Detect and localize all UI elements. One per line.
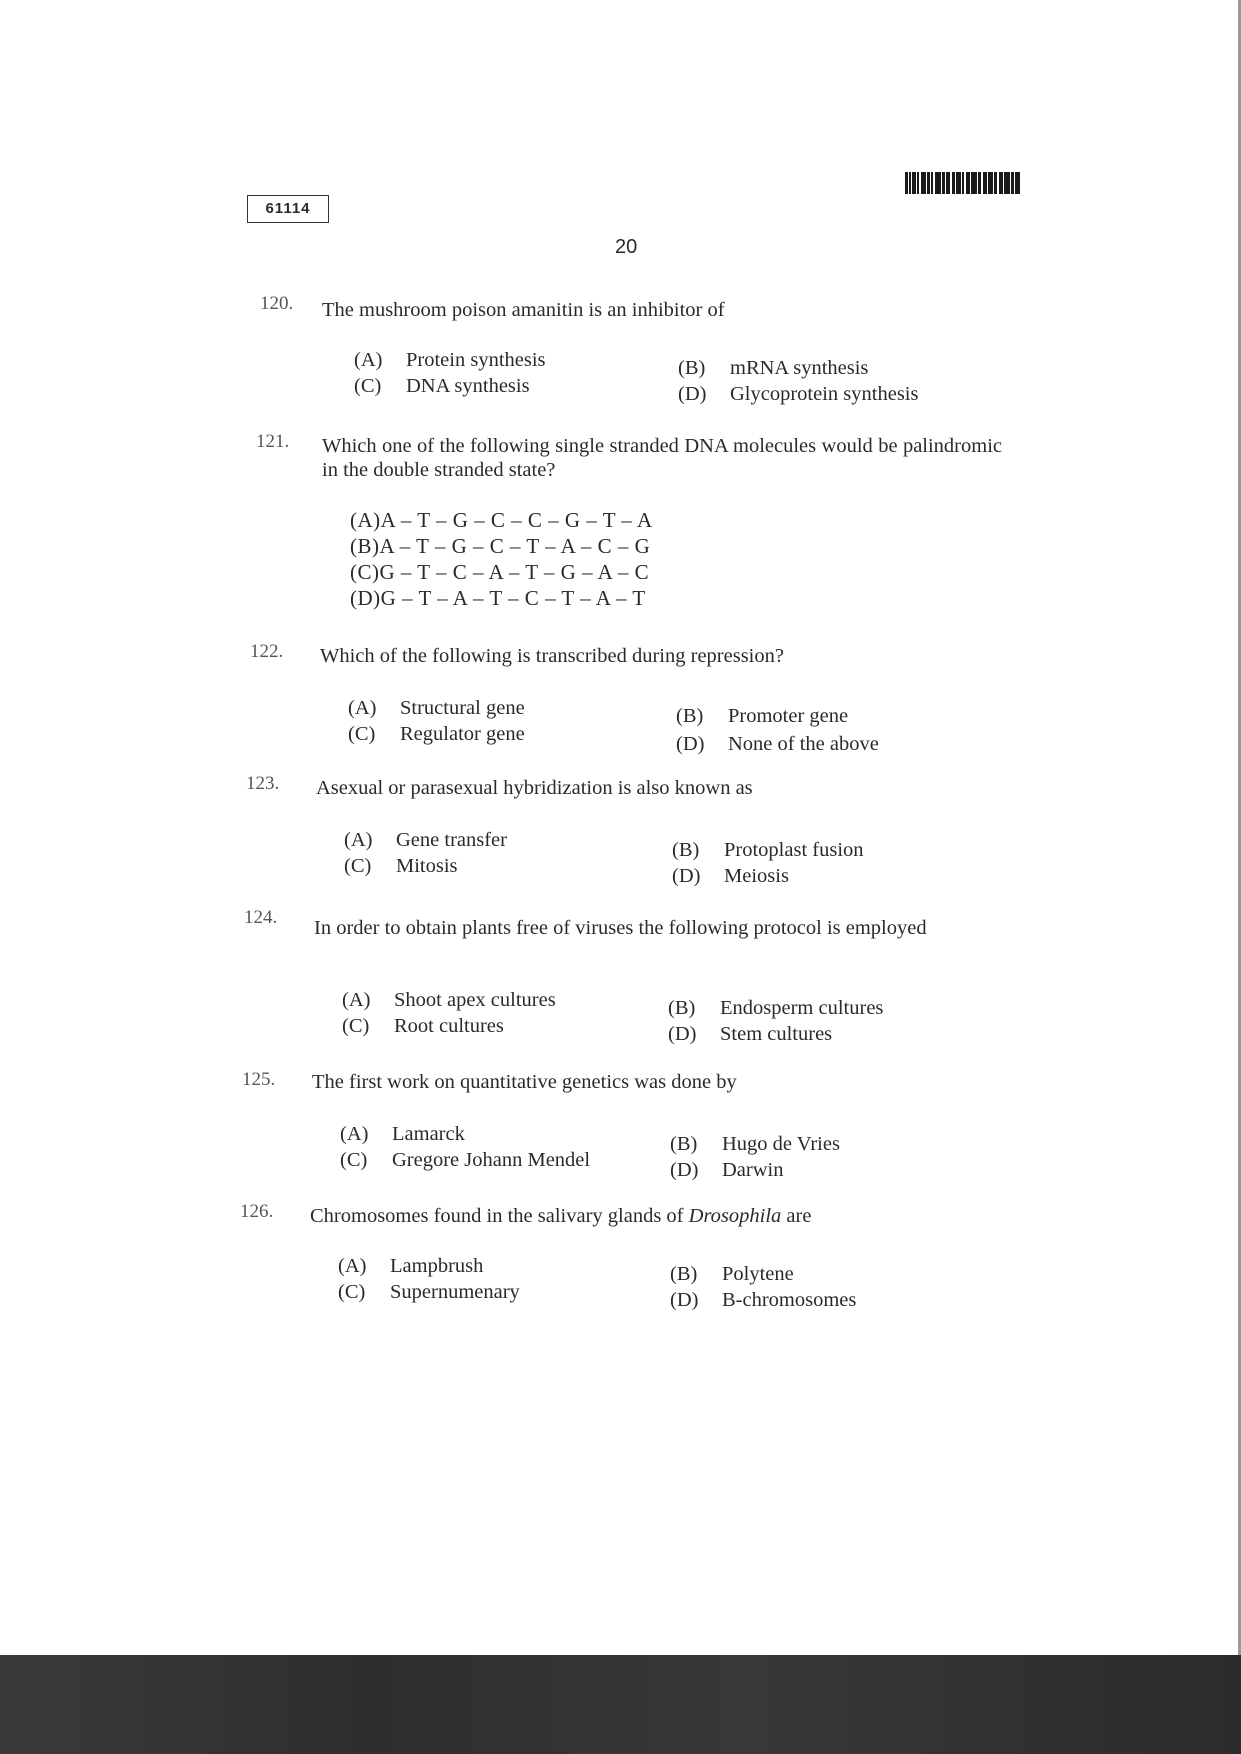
option-c: (C) Root cultures xyxy=(342,1015,504,1037)
question-number: 122. xyxy=(250,641,284,662)
page-number: 20 xyxy=(615,236,638,258)
option-b: (B) Hugo de Vries xyxy=(670,1133,840,1155)
option-a: (A) Gene transfer xyxy=(344,829,507,851)
question-text: Which of the following is transcribed during repression? xyxy=(320,645,784,667)
question-text: The first work on quantitative genetics was done by xyxy=(312,1071,737,1093)
option-c: (C) DNA synthesis xyxy=(354,375,530,397)
option-c: (C) Gregore Johann Mendel xyxy=(340,1149,591,1171)
question-number: 123. xyxy=(246,773,280,794)
option-d: (D) None of the above xyxy=(676,733,879,755)
option-a: (A)A – T – G – C – C – G – T – A xyxy=(350,508,653,532)
question-number: 125. xyxy=(242,1069,276,1090)
question-121 xyxy=(256,430,1036,620)
option-d: (D) Stem cultures xyxy=(668,1023,833,1045)
option-d: (D) Meiosis xyxy=(672,865,789,887)
question-text: Chromosomes found in the salivary glands of Drosophila are xyxy=(310,1205,812,1227)
option-d: (D) Glycoprotein synthesis xyxy=(678,383,919,405)
question-123 xyxy=(246,772,1026,892)
option-c: (C) Supernumenary xyxy=(338,1281,520,1303)
option-b: (B) Protoplast fusion xyxy=(672,839,864,861)
question-126 xyxy=(240,1200,1030,1320)
question-number: 120. xyxy=(260,293,294,314)
species-name: Drosophila xyxy=(688,1205,782,1227)
option-a: (A) Lamarck xyxy=(340,1123,465,1145)
question-text: The mushroom poison amanitin is an inhibitor of xyxy=(322,299,725,321)
option-b: (B) Promoter gene xyxy=(676,705,849,727)
option-a: (A) Lampbrush xyxy=(338,1255,484,1277)
question-125 xyxy=(242,1068,1032,1188)
option-c: (C) Mitosis xyxy=(344,855,458,877)
option-d: (D) B-chromosomes xyxy=(670,1289,857,1311)
question-number: 126. xyxy=(240,1201,274,1222)
scan-background xyxy=(0,1655,1241,1754)
option-c: (C) Regulator gene xyxy=(348,723,525,745)
option-b: (B)A – T – G – C – T – A – C – G xyxy=(350,534,651,558)
option-a: (A) Protein synthesis xyxy=(354,349,546,371)
option-d: (D)G – T – A – T – C – T – A – T xyxy=(350,586,646,610)
question-text: Which one of the following single stranded DNA molecules would be palindromic in the double stranded state? xyxy=(322,435,1002,481)
question-text: In order to obtain plants free of viruses the following protocol is employed xyxy=(314,917,927,939)
question-124 xyxy=(244,906,1034,1056)
question-120 xyxy=(260,292,1020,412)
option-c: (C)G – T – C – A – T – G – A – C xyxy=(350,560,650,584)
option-b: (B) Polytene xyxy=(670,1263,794,1285)
option-a: (A) Structural gene xyxy=(348,697,525,719)
question-number: 124. xyxy=(244,907,278,928)
question-122 xyxy=(250,640,1030,760)
question-text: Asexual or parasexual hybridization is also known as xyxy=(316,777,753,799)
option-b: (B) Endosperm cultures xyxy=(668,997,884,1019)
barcode-icon xyxy=(905,172,1037,194)
paper-code-box: 61114 xyxy=(247,195,329,223)
option-a: (A) Shoot apex cultures xyxy=(342,989,556,1011)
question-number: 121. xyxy=(256,431,290,452)
option-b: (B) mRNA synthesis xyxy=(678,357,869,379)
option-d: (D) Darwin xyxy=(670,1159,784,1181)
